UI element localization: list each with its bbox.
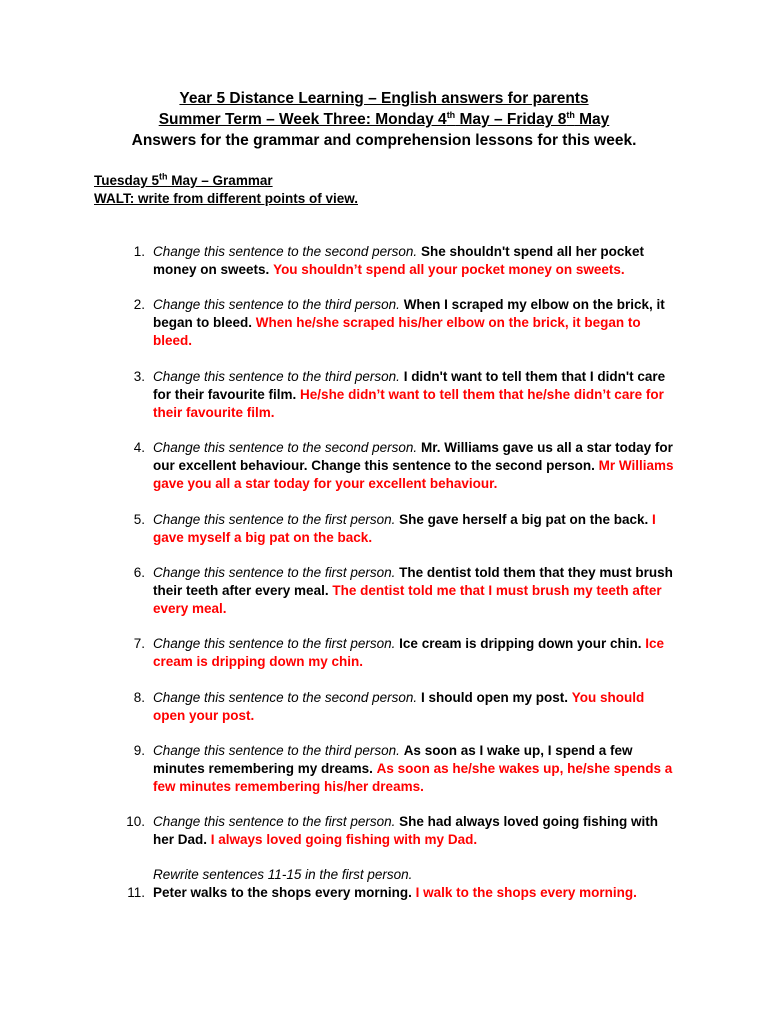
question-number: 4. — [133, 440, 145, 455]
question-number: 10. — [126, 814, 145, 829]
question-sentence: She had always loved going fishing with her Dad. — [153, 814, 658, 847]
list-item — [133, 564, 675, 618]
question-answer: As soon as he/she wakes up, he/she spends a few minutes remembering his/her dreams. — [153, 761, 673, 794]
question-number: 2. — [133, 297, 145, 312]
question-number: 5. — [133, 512, 145, 527]
question-sentence: I didn't want to tell them that I didn't care for their favourite film. — [153, 369, 666, 402]
question-number: 7. — [133, 636, 145, 651]
question-sentence: Ice cream is dripping down your chin. — [399, 636, 642, 651]
question-instruction: Change this sentence to the first person. — [153, 636, 396, 651]
question-instruction: Change this sentence to the first person. — [153, 565, 396, 580]
question-sentence: The dentist told them that they must brush their teeth after every meal. — [153, 565, 673, 598]
question-answer: Ice cream is dripping down my chin. — [153, 636, 665, 669]
list-item — [126, 813, 675, 849]
document-description: Answers for the grammar and comprehension lessons for this week. — [131, 132, 637, 149]
question-number: 11. — [127, 885, 145, 900]
question-answer: The dentist told me that I must brush my teeth after every meal. — [153, 583, 662, 616]
question-sentence: Mr. Williams gave us all a star today for our excellent behaviour. Change this sentence to the second person. — [153, 440, 673, 473]
question-instruction: Change this sentence to the second person. — [153, 244, 418, 259]
question-answer: Mr Williams gave you all a star today for your excellent behaviour. — [153, 458, 674, 491]
question-answer: You shouldn’t spend all your pocket money on sweets. — [273, 262, 625, 277]
question-sentence: She gave herself a big pat on the back. — [399, 512, 649, 527]
question-instruction: Change this sentence to the first person. — [153, 814, 396, 829]
question-instruction: Change this sentence to the third person. — [153, 297, 400, 312]
lesson-day: Tuesday 5th May – Grammar — [94, 171, 273, 188]
list-item — [133, 635, 675, 671]
question-sentence: As soon as I wake up, I spend a few minutes remembering my dreams. — [153, 743, 633, 776]
title-block — [0, 88, 768, 151]
document-title: Year 5 Distance Learning – English answers for parents — [179, 90, 589, 107]
question-instruction: Change this sentence to the second person. — [153, 690, 418, 705]
question-number: 9. — [133, 743, 145, 758]
question-instruction: Change this sentence to the third person. — [153, 743, 400, 758]
question-sentence: She shouldn't spend all her pocket money on sweets. — [153, 244, 644, 277]
question-number: 8. — [133, 690, 145, 705]
list-item — [133, 439, 675, 493]
question-answer: He/she didn’t want to tell them that he/she didn’t care for their favourite film. — [153, 387, 664, 420]
question-sentence: When I scraped my elbow on the brick, it began to bleed. — [153, 297, 665, 330]
question-sentence: Peter walks to the shops every morning. — [153, 885, 412, 900]
question-answer: You should open your post. — [153, 690, 645, 723]
question-answer: I always loved going fishing with my Dad. — [210, 832, 478, 847]
lesson-walt: WALT: write from different points of view. — [94, 191, 359, 206]
sub-instruction: Rewrite sentences 11-15 in the first person. — [153, 867, 413, 882]
list-item — [133, 511, 675, 547]
list-item — [133, 296, 675, 350]
question-answer: When he/she scraped his/her elbow on the brick, it began to bleed. — [153, 315, 641, 348]
question-number: 3. — [133, 369, 145, 384]
question-instruction: Change this sentence to the first person. — [153, 512, 396, 527]
question-answer: I gave myself a big pat on the back. — [153, 512, 656, 545]
list-item — [127, 884, 675, 902]
lesson-heading — [94, 172, 358, 208]
question-number: 6. — [133, 565, 145, 580]
document-subtitle: Summer Term – Week Three: Monday 4th May – Friday 8th May — [158, 109, 610, 128]
question-number: 1. — [133, 244, 145, 259]
list-item — [133, 689, 675, 725]
question-instruction: Change this sentence to the second person. — [153, 440, 418, 455]
list-item — [133, 243, 675, 279]
list-item — [133, 368, 675, 422]
list-item — [133, 742, 675, 796]
question-answer: I walk to the shops every morning. — [415, 885, 637, 900]
question-instruction: Change this sentence to the third person. — [153, 369, 400, 384]
question-sentence: I should open my post. — [420, 690, 568, 705]
